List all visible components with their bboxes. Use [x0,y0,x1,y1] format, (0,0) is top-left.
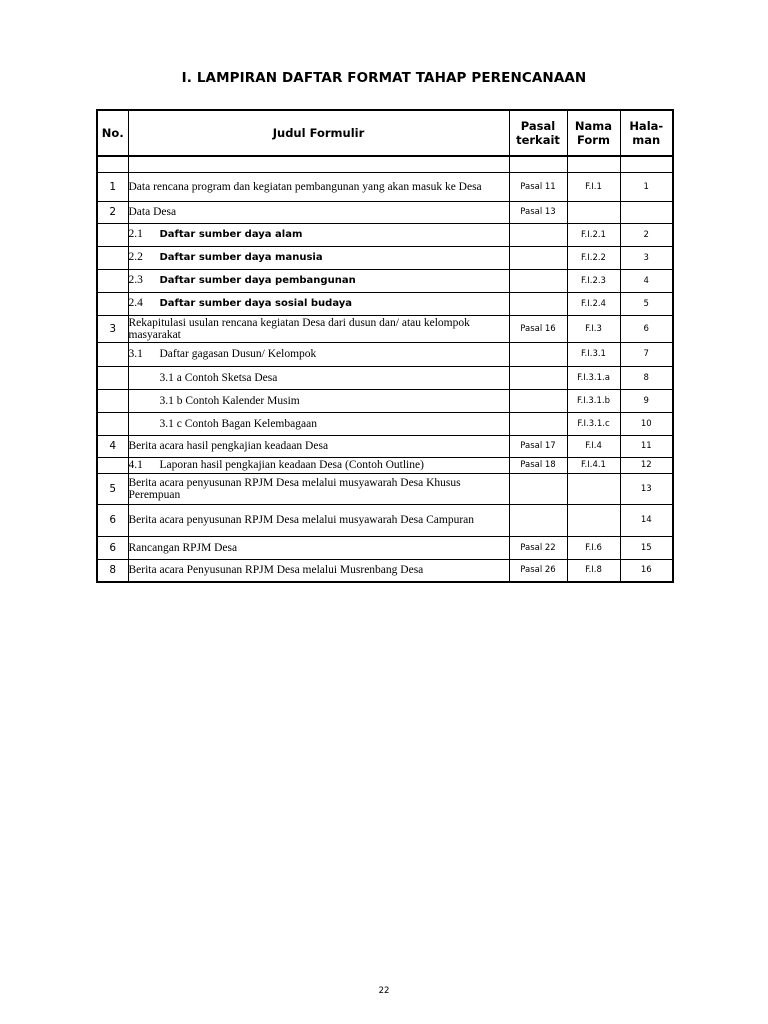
row-no [97,342,128,366]
row-form: F.I.2.3 [567,269,620,292]
row-form: F.I.6 [567,536,620,559]
table-row [97,292,673,315]
row-pasal: Pasal 11 [509,172,567,201]
row-page: 1 [620,172,673,201]
row-page: 14 [620,504,673,536]
row-page: 10 [620,412,673,435]
table-row [97,201,673,223]
row-no [97,246,128,269]
row-no [97,457,128,473]
row-no [97,269,128,292]
header-pasal-line1: Pasal [520,119,556,133]
row-form [567,473,620,504]
row-sub-number: 2.4 [128,297,143,309]
row-no: 1 [97,172,128,201]
table-row [97,366,673,389]
row-page: 9 [620,389,673,412]
row-title: Rekapitulasi usulan rencana kegiatan Desa dari dusun dan/ atau kelompok masyarakat [128,315,509,342]
header-judul-formulir: Judul Formulir [128,110,509,156]
header-nama-form [567,110,620,156]
row-page: 16 [620,559,673,582]
row-form: F.I.3.1.b [567,389,620,412]
table-row [97,389,673,412]
row-page: 4 [620,269,673,292]
row-form: F.I.2.1 [567,223,620,246]
row-no: 6 [97,536,128,559]
row-title: Data rencana program dan kegiatan pembangunan yang akan masuk ke Desa [128,172,509,201]
row-sub-title: Daftar sumber daya sosial budaya [159,298,353,309]
spacer-row [97,156,673,172]
table-row [97,246,673,269]
row-pasal [509,504,567,536]
table-row [97,412,673,435]
row-page: 6 [620,315,673,342]
header-no: No. [97,110,128,156]
row-sub-number: 3.1 [128,348,143,360]
table-row [97,473,673,504]
row-no: 8 [97,559,128,582]
row-sub-title: 3.1 a Contoh Sketsa Desa [159,371,278,384]
row-sub-title: 3.1 c Contoh Bagan Kelembagaan [159,417,317,430]
header-nama-line1: Nama [574,119,613,133]
row-no: 6 [97,504,128,536]
row-form: F.I.1 [567,172,620,201]
table-row [97,504,673,536]
row-title [128,269,509,292]
row-pasal [509,342,567,366]
table-row [97,223,673,246]
table-row [97,269,673,292]
row-page [620,201,673,223]
row-title [128,389,509,412]
row-sub-title: Daftar sumber daya manusia [159,252,323,263]
row-form: F.I.2.4 [567,292,620,315]
row-sub-title: 3.1 b Contoh Kalender Musim [159,394,300,407]
row-form [567,504,620,536]
row-title: Berita acara Penyusunan RPJM Desa melalui Musrenbang Desa [128,559,509,582]
row-form: F.I.3.1.c [567,412,620,435]
table-row [97,559,673,582]
row-title: Berita acara penyusunan RPJM Desa melalui musyawarah Desa Khusus Perempuan [128,473,509,504]
row-sub-number: 2.1 [128,228,143,240]
row-pasal: Pasal 13 [509,201,567,223]
row-no [97,412,128,435]
row-pasal [509,389,567,412]
row-title [128,366,509,389]
table-row [97,342,673,366]
row-title: Rancangan RPJM Desa [128,536,509,559]
row-pasal [509,269,567,292]
row-sub-number: 2.2 [128,251,143,263]
row-pasal [509,223,567,246]
page-title: I. LAMPIRAN DAFTAR FORMAT TAHAP PERENCANAAN [181,70,587,86]
row-title [128,223,509,246]
table-row [97,435,673,457]
row-pasal: Pasal 26 [509,559,567,582]
row-title [128,246,509,269]
row-pasal: Pasal 22 [509,536,567,559]
row-title [128,412,509,435]
table-row [97,457,673,473]
row-pasal [509,366,567,389]
row-page: 13 [620,473,673,504]
row-page: 15 [620,536,673,559]
header-halaman [620,110,673,156]
table-row [97,172,673,201]
row-form: F.I.3.1 [567,342,620,366]
row-pasal [509,412,567,435]
row-sub-title: Daftar gagasan Dusun/ Kelompok [159,348,317,360]
header-halaman-line1: Hala- [629,119,664,133]
row-no: 2 [97,201,128,223]
row-no [97,292,128,315]
header-halaman-line2: man [632,133,661,147]
row-title [128,457,509,473]
table-row [97,536,673,559]
row-form: F.I.3.1.a [567,366,620,389]
row-page: 7 [620,342,673,366]
row-page: 8 [620,366,673,389]
row-page: 3 [620,246,673,269]
row-form: F.I.2.2 [567,246,620,269]
page-number: 22 [378,986,390,996]
row-sub-title: Daftar sumber daya alam [159,229,303,240]
row-form: F.I.8 [567,559,620,582]
row-sub-number: 4.1 [128,459,143,471]
row-title: Berita acara penyusunan RPJM Desa melalui musyawarah Desa Campuran [128,504,509,536]
row-form: F.I.4 [567,435,620,457]
row-pasal [509,292,567,315]
row-pasal: Pasal 18 [509,457,567,473]
row-sub-number: 2.3 [128,274,143,286]
row-no: 4 [97,435,128,457]
header-pasal-line2: terkait [516,133,560,147]
row-no [97,389,128,412]
row-no [97,366,128,389]
row-page: 12 [620,457,673,473]
row-no: 5 [97,473,128,504]
row-pasal: Pasal 17 [509,435,567,457]
row-page: 11 [620,435,673,457]
table-header-row [97,110,673,156]
row-form: F.I.4.1 [567,457,620,473]
row-sub-title: Daftar sumber daya pembangunan [159,275,356,286]
row-title [128,292,509,315]
row-page: 5 [620,292,673,315]
row-title: Data Desa [128,201,509,223]
header-pasal-terkait [509,110,567,156]
row-title [128,342,509,366]
row-pasal: Pasal 16 [509,315,567,342]
row-sub-title: Laporan hasil pengkajian keadaan Desa (Contoh Outline) [159,459,424,471]
row-page: 2 [620,223,673,246]
table-row [97,315,673,342]
row-form [567,201,620,223]
row-no: 3 [97,315,128,342]
header-nama-line2: Form [577,133,610,147]
row-title: Berita acara hasil pengkajian keadaan Desa [128,435,509,457]
row-no [97,223,128,246]
format-list-table [96,109,674,583]
row-form: F.I.3 [567,315,620,342]
row-pasal [509,246,567,269]
row-pasal [509,473,567,504]
